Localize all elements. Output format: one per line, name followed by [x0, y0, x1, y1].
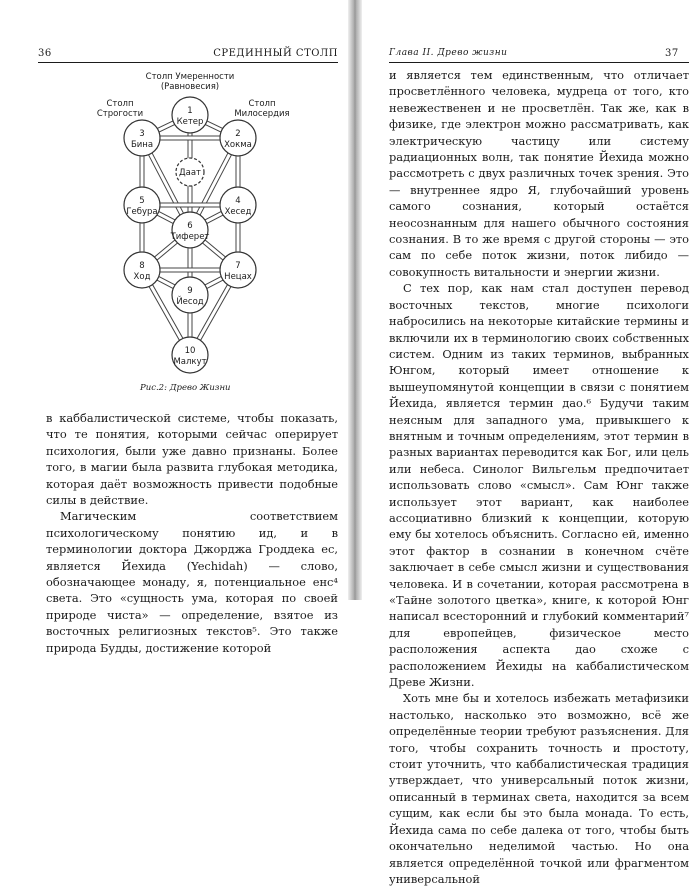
right-page-number: 37 [665, 48, 679, 59]
sefira-name: Даат [178, 168, 202, 178]
label-left-pillar: Столп [106, 99, 134, 109]
sefira-number: 5 [139, 196, 145, 206]
label-right-pillar: Столп [248, 99, 276, 109]
left-paragraph-1: в каббалистической системе, чтобы показать, что те понятия, которыми сейчас оперирует психология, были уже давно признаны. Более того, в магии была развита глубокая методика, которая даёт возможность привести подобные силы в действие. [46, 411, 338, 508]
sefira-9 [124, 252, 160, 288]
sefira-name: Гебура [126, 207, 158, 217]
label-left-pillar-sub: Строгости [96, 109, 144, 119]
left-page [0, 0, 348, 655]
sefira-11 [172, 337, 208, 373]
sefira-8 [220, 252, 256, 288]
left-running-head: СРЕДИННЫЙ СТОЛП [213, 48, 338, 59]
sefira-name: Йесод [176, 297, 204, 307]
sefira-4 [176, 158, 204, 186]
right-paragraph-2: С тех пор, как нам стал доступен перевод восточных текстов, многие психологи набросились на некоторые китайские термины и включили их в терминологию своих собственных систем. Одним из таких терминов, выбранных Юнгом, который имеет отношение к вышеупомянутой концепции в связи с понятием Йехида, является термин дао.⁶ Будучи таким неясным для западного ума, привыкшего к внятным и точным определениям, этот термин в разных вариантах переводится как Бог, или цель или небеса. Синолог Вильгельм предпочитает использовать слово «смысл». Сам Юнг также использует этот вариант, как наиболее ассоциативно близкий к концепции, которую ему бы хотелось объяснить. Согласно ей, именно этот фактор в сознании в конечном счёте заключает в себе смысл жизни и существования человека. И в сочетании, которая рассмотрена в «Тайне золотого цветка», книге, к которой Юнг написал всесторонний и глубокий комментарий⁷ для европейцев, физическое место расположения аспекта дао схоже с расположением Йехиды на каббалистическом Древе Жизни. [389, 281, 689, 690]
sefira-3 [124, 120, 160, 156]
sefira-10 [172, 277, 208, 313]
sefira-name: Кетер [176, 117, 204, 127]
sefira-number: 8 [139, 261, 145, 271]
book-gutter [348, 0, 362, 600]
label-center-pillar: Столп Умеренности [145, 72, 235, 82]
sefira-name: Нецах [224, 272, 252, 282]
left-header-rule [38, 62, 338, 63]
sefira-number: 9 [187, 286, 193, 296]
sefira-number: 1 [187, 106, 193, 116]
sefira-number: 2 [235, 129, 241, 139]
right-running-head: Глава II. Древо жизни [389, 48, 508, 58]
tree-of-life-diagram [80, 70, 300, 390]
sefira-name: Хокма [224, 140, 252, 150]
sefira-number: 7 [235, 261, 241, 271]
sefira-number: 6 [187, 221, 193, 231]
sefira-number: 4 [235, 196, 241, 206]
sefira-name: Хесед [224, 207, 252, 217]
sefira-name: Ход [133, 272, 151, 282]
sefira-2 [220, 120, 256, 156]
sefira-number: 10 [184, 346, 196, 356]
sefira-6 [124, 187, 160, 223]
right-body-text [389, 67, 689, 887]
sefira-5 [220, 187, 256, 223]
tree-of-life-svg [80, 70, 300, 390]
sefira-name: Тиферет [170, 232, 210, 242]
sefira-number: 3 [139, 129, 145, 139]
left-page-number: 36 [38, 48, 52, 59]
right-page [362, 0, 700, 886]
sefira-1 [172, 97, 208, 133]
label-center-pillar-sub: (Равновесия) [160, 82, 220, 92]
figure-caption: Рис.2: Древо Жизни [140, 383, 231, 393]
sefira-name: Бина [130, 140, 154, 150]
right-paragraph-1: и является тем единственным, что отличает просветлённого человека, мудреца от того, кто невежественен и не просветлён. Так же, как в физике, где электрон можно рассматривать, как электрическую частицу или систему радиационных волн, так понятие Йехида можно рассмотреть с двух различных точек зрения. Это — внутреннее ядро Я, глубочайший уровень самого сознания, который остаётся неосознанным для нашего обычного состояния сознания. В то же время с другой стороны — это сам по себе поток жизни, поток либидо — совокупность витальности и энергии жизни. [389, 68, 689, 279]
left-paragraph-2: Магическим соответствием психологическому понятию ид, и в терминологии доктора Джорджа Гроддека ес, является Йехида (Yechidah) — слово, обозначающее монаду, я, потенциальное енс⁴ света. Это «сущность ума, которая по своей природе чиста» — определение, взятое из восточных религиозных текстов⁵. Это также природа Будды, достижение которой [46, 509, 338, 655]
right-paragraph-3: Хоть мне бы и хотелось избежать метафизики настолько, насколько это возможно, всё же определённые теории требуют разъяснения. Для того, чтобы сохранить точность и простоту, стоит уточнить, что каббалистическая традиция утверждает, что универсальный поток жизни, описанный в терминах света, находится за всем сущим, как если бы это была монада. То есть, Йехида сама по себе далека от того, чтобы быть окончательно неделимой частью. Но она является определённой точкой или фрагментом универсальной [389, 691, 689, 886]
sefira-name: Малкут [173, 357, 207, 367]
label-right-pillar-sub: Милосердия [234, 109, 290, 119]
right-header-rule [389, 62, 689, 63]
left-body-text [46, 410, 338, 656]
